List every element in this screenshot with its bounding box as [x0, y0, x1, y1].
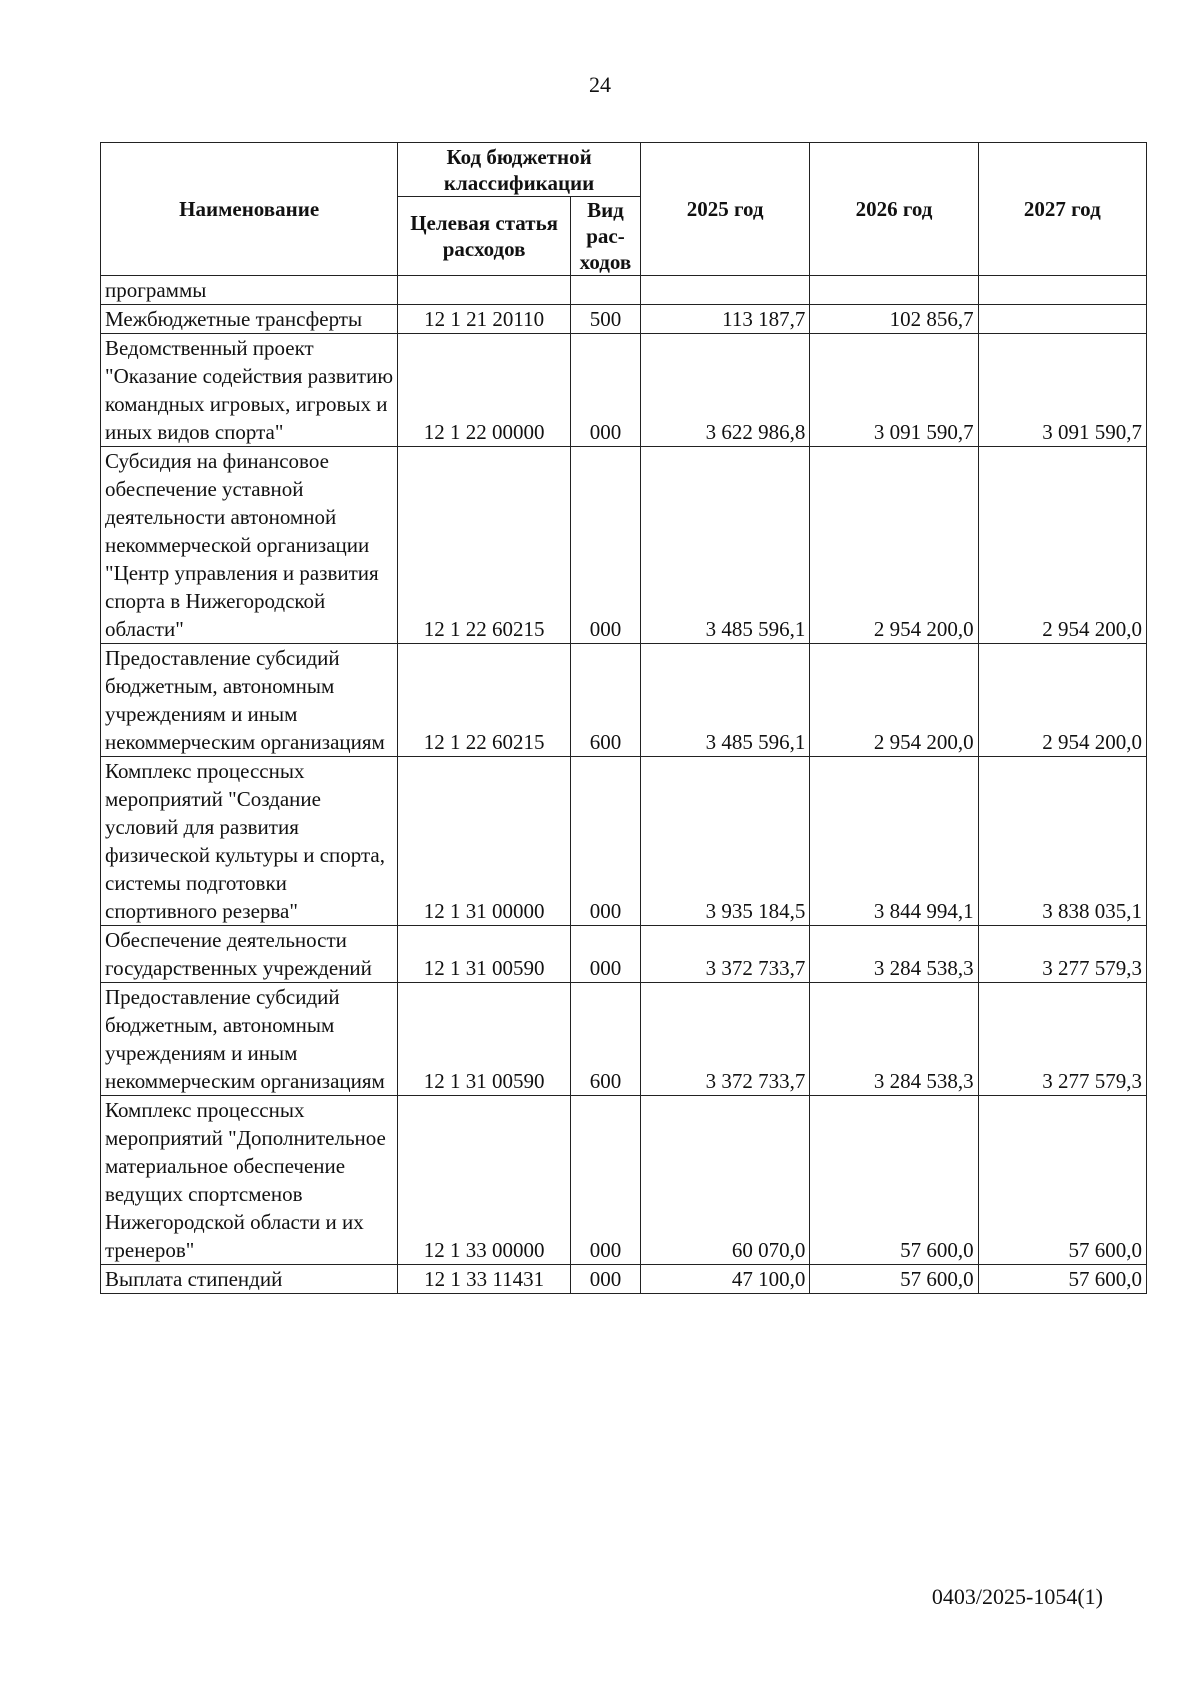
- row-amount-2026: 102 856,7: [810, 305, 978, 334]
- row-name: Комплекс процессных мероприятий "Дополнительное материальное обеспечение ведущих спортсменов Нижегородской области и их тренеров": [101, 1096, 398, 1265]
- row-name: Предоставление субсидий бюджетным, автономным учреждениям и иным некоммерческим организациям: [101, 644, 398, 757]
- row-amount-2025: 3 485 596,1: [640, 447, 809, 644]
- row-name: Выплата стипендий: [101, 1265, 398, 1294]
- row-target-article: 12 1 22 60215: [398, 644, 571, 757]
- row-expense-kind: 000: [570, 334, 640, 447]
- row-expense-kind: [570, 276, 640, 305]
- budget-table: [100, 142, 1147, 1294]
- row-target-article: [398, 276, 571, 305]
- row-amount-2025: 60 070,0: [640, 1096, 809, 1265]
- row-amount-2026: 3 844 994,1: [810, 757, 978, 926]
- row-target-article: 12 1 31 00590: [398, 926, 571, 983]
- row-expense-kind: 600: [570, 644, 640, 757]
- row-amount-2025: 3 622 986,8: [640, 334, 809, 447]
- table-row: [101, 305, 1147, 334]
- row-expense-kind: 000: [570, 1265, 640, 1294]
- row-amount-2027: 3 838 035,1: [978, 757, 1146, 926]
- row-target-article: 12 1 31 00590: [398, 983, 571, 1096]
- row-amount-2025: 113 187,7: [640, 305, 809, 334]
- row-amount-2027: 2 954 200,0: [978, 644, 1146, 757]
- header-name: Наименование: [101, 143, 398, 276]
- row-amount-2027: 57 600,0: [978, 1096, 1146, 1265]
- header-expense-kind: Вид рас-ходов: [570, 197, 640, 276]
- row-amount-2027: 57 600,0: [978, 1265, 1146, 1294]
- row-amount-2027: [978, 276, 1146, 305]
- row-amount-2027: [978, 305, 1146, 334]
- row-target-article: 12 1 33 11431: [398, 1265, 571, 1294]
- row-target-article: 12 1 22 00000: [398, 334, 571, 447]
- row-amount-2026: [810, 276, 978, 305]
- table-row: [101, 644, 1147, 757]
- row-name: Межбюджетные трансферты: [101, 305, 398, 334]
- row-name: программы: [101, 276, 398, 305]
- table-row: [101, 757, 1147, 926]
- row-amount-2026: 57 600,0: [810, 1265, 978, 1294]
- row-amount-2027: 2 954 200,0: [978, 447, 1146, 644]
- row-expense-kind: 600: [570, 983, 640, 1096]
- row-expense-kind: 000: [570, 926, 640, 983]
- row-expense-kind: 000: [570, 757, 640, 926]
- table-row: [101, 334, 1147, 447]
- row-amount-2025: 3 485 596,1: [640, 644, 809, 757]
- header-2027: 2027 год: [978, 143, 1146, 276]
- row-amount-2026: 2 954 200,0: [810, 447, 978, 644]
- document-code: 0403/2025-1054(1): [931, 1584, 1103, 1609]
- row-amount-2026: 57 600,0: [810, 1096, 978, 1265]
- row-expense-kind: 000: [570, 1096, 640, 1265]
- row-target-article: 12 1 22 60215: [398, 447, 571, 644]
- header-2025: 2025 год: [640, 143, 809, 276]
- row-amount-2027: 3 277 579,3: [978, 983, 1146, 1096]
- row-expense-kind: 000: [570, 447, 640, 644]
- row-amount-2026: 3 284 538,3: [810, 926, 978, 983]
- row-amount-2025: 47 100,0: [640, 1265, 809, 1294]
- row-name: Ведомственный проект "Оказание содействия развитию командных игровых, игровых и иных видов спорта": [101, 334, 398, 447]
- row-amount-2027: 3 277 579,3: [978, 926, 1146, 983]
- table-row: [101, 447, 1147, 644]
- header-target-article: Целевая статья расходов: [398, 197, 571, 276]
- table-row: [101, 276, 1147, 305]
- row-amount-2026: 3 091 590,7: [810, 334, 978, 447]
- table-row: [101, 926, 1147, 983]
- row-name: Субсидия на финансовое обеспечение уставной деятельности автономной некоммерческой организации "Центр управления и развития спорта в Нижегородской области": [101, 447, 398, 644]
- row-expense-kind: 500: [570, 305, 640, 334]
- row-name: Предоставление субсидий бюджетным, автономным учреждениям и иным некоммерческим организациям: [101, 983, 398, 1096]
- row-amount-2027: 3 091 590,7: [978, 334, 1146, 447]
- row-target-article: 12 1 33 00000: [398, 1096, 571, 1265]
- header-code-group: Код бюджетной классификации: [398, 143, 641, 197]
- table-row: [101, 1265, 1147, 1294]
- table-row: [101, 1096, 1147, 1265]
- page-number: 24: [589, 72, 611, 97]
- row-name: Комплекс процессных мероприятий "Создание условий для развития физической культуры и спорта, системы подготовки спортивного резерва": [101, 757, 398, 926]
- row-amount-2025: 3 372 733,7: [640, 926, 809, 983]
- header-2026: 2026 год: [810, 143, 978, 276]
- row-target-article: 12 1 21 20110: [398, 305, 571, 334]
- row-target-article: 12 1 31 00000: [398, 757, 571, 926]
- row-name: Обеспечение деятельности государственных учреждений: [101, 926, 398, 983]
- table-row: [101, 983, 1147, 1096]
- row-amount-2025: [640, 276, 809, 305]
- row-amount-2026: 2 954 200,0: [810, 644, 978, 757]
- row-amount-2025: 3 372 733,7: [640, 983, 809, 1096]
- row-amount-2026: 3 284 538,3: [810, 983, 978, 1096]
- row-amount-2025: 3 935 184,5: [640, 757, 809, 926]
